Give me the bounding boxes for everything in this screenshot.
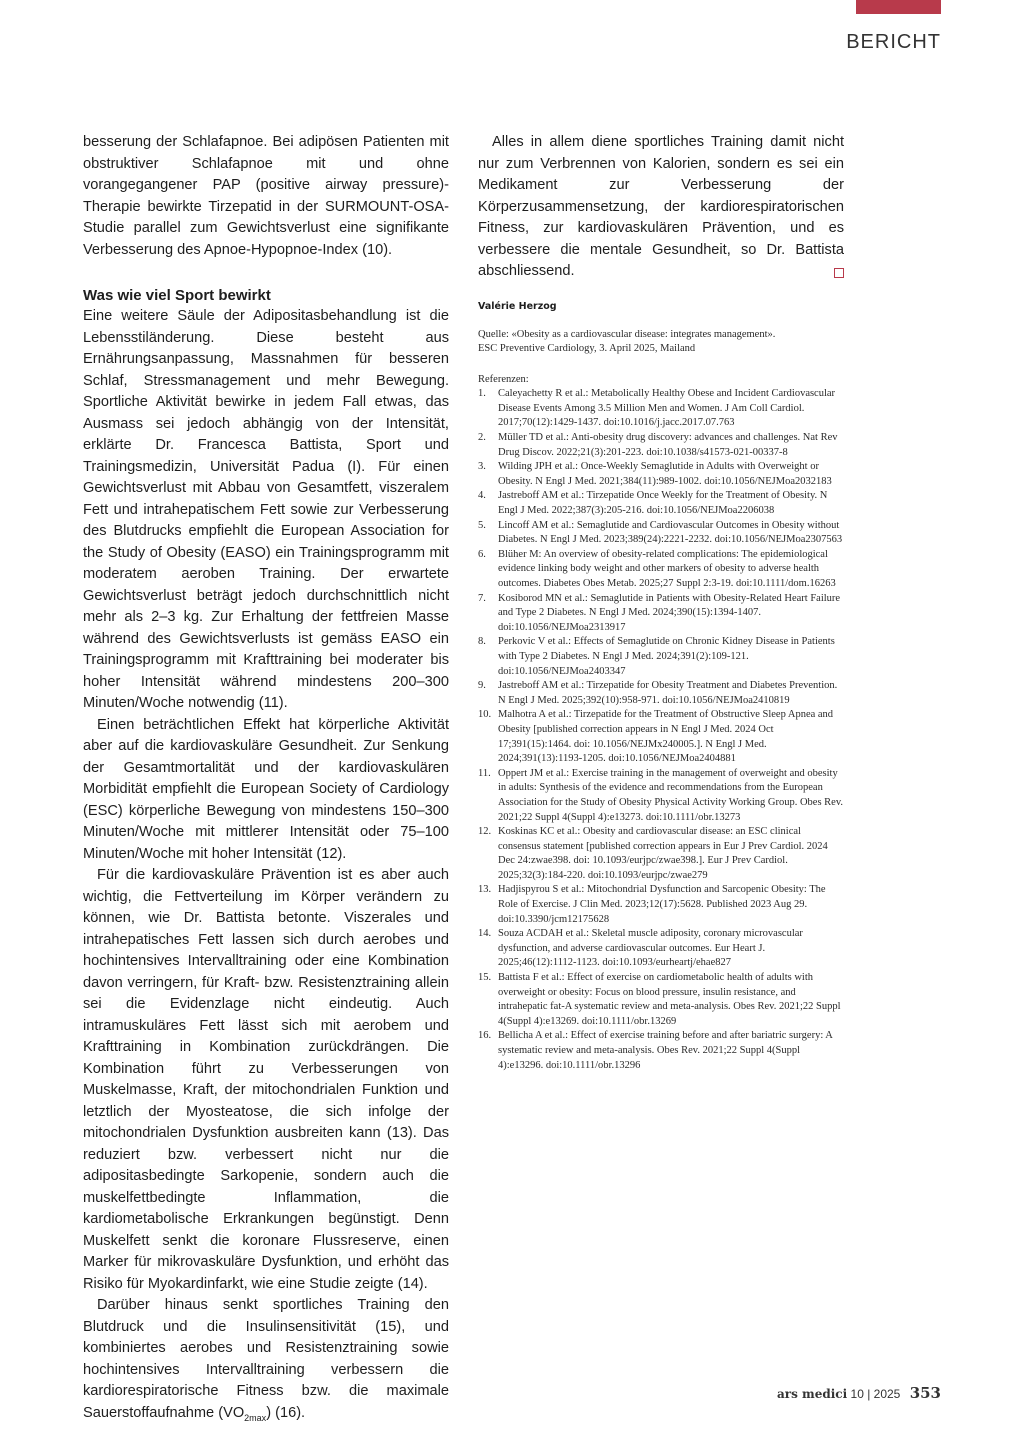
section-label: BERICHT bbox=[846, 31, 941, 53]
page-number: 353 bbox=[909, 1384, 941, 1402]
reference-item bbox=[478, 519, 844, 548]
source-block bbox=[478, 328, 844, 357]
reference-number: 15. bbox=[478, 972, 492, 984]
reference-number: 11. bbox=[478, 767, 491, 779]
reference-item bbox=[478, 489, 844, 518]
reference-number: 4. bbox=[478, 490, 486, 502]
reference-number: 14. bbox=[478, 928, 492, 940]
left-column bbox=[83, 132, 449, 1429]
paragraph-3: Einen beträchtlichen Effekt hat körperliche Aktivität aber auf die kardiovaskuläre Gesundheit. Zur Senkung der Gesamtmortalität und der kardiovaskulären Morbidität empfiehlt die European Society of Cardiology (ESC) körperliche Bewegung von mindestens 150–300 Minuten/Woche mit mittlerer Intensität oder 75–100 Minuten/Woche mit hoher Intensität (12). bbox=[83, 716, 449, 862]
paragraph-5-start: Darüber hinaus senkt sportliches Training den Blutdruck und die Insulinsensitivität (15), und kombiniertes aerobes und Resistenztraining sowie hochintensives Intervalltraining verbessern die kardiorespiratorische Fitness bzw. die maximale Sauerstoffaufnahme (VO bbox=[83, 1297, 449, 1421]
source-line-1: Quelle: «Obesity as a cardiovascular disease: integrates management». bbox=[478, 328, 776, 340]
vo2max-subscript: 2max bbox=[244, 1412, 267, 1423]
end-of-article-square-icon bbox=[834, 268, 844, 278]
reference-item bbox=[478, 767, 844, 825]
paragraph-5-end: ) (16). bbox=[266, 1404, 306, 1421]
reference-text: Battista F et al.: Effect of exercise on cardiometabolic health of adults with overweight or obesity: Focus on blood pressure, insulin resistance, and intrahepatic fat-A systematic review and meta-analysis. Obes Rev. 2021;22 Suppl 4(Suppl 4):e13269. doi:10.1111/obr.13269 bbox=[498, 972, 841, 1027]
reference-text: Jastreboff AM et al.: Tirzepatide for Obesity Treatment and Diabetes Prevention. N Engl J Med. 2025;392(10):958-971. doi:10.1056/NEJMoa2410819 bbox=[498, 680, 838, 706]
reference-number: 5. bbox=[478, 519, 486, 531]
reference-number: 10. bbox=[478, 709, 492, 721]
accent-bar bbox=[856, 0, 941, 14]
paragraph-4: Für die kardiovaskuläre Prävention ist es aber auch wichtig, die Fettverteilung im Körper verändern zu können, wie Dr. Battista betonte. Viszerales und intrahepatisches Fett lassen sich durch aerobes und hochintensives Intervalltraining oder eine Kombination davon verringern, für Kraft- bzw. Resistenztraining allein sei die Evidenzlage nicht eindeutig. Auch intramuskuläres Fett lässt sich mit aerobem und Krafttraining in Kombination zurückdrängen. Die Kombination führt zu Verbesserungen von Muskelmasse, Kraft, der mitochondrialen Funktion und letztlich der Myosteatose, die sich infolge der mitochondrialen Dysfunktion ausbreiten kann (13). Das reduziert bzw. verbessert nicht nur die adipositasbedingte Sarkopenie, sondern auch die muskelfettbedingte Inflammation, die kardiometabolische Erkrankungen begünstigt. Denn Muskelfett senkt die koronare Flussreserve, einen Marker für mikrovaskuläre Dysfunktion, und erhöht das Risiko für Myokardinfarkt, wie eine Studie zeigte (14). bbox=[83, 867, 449, 1292]
reference-item bbox=[478, 460, 844, 489]
reference-text: Kosiborod MN et al.: Semaglutide in Patients with Obesity-Related Heart Failure and Type 2 Diabetes. N Engl J Med. 2024;390(15):1394-1407. doi:10.1056/NEJMoa2313917 bbox=[498, 592, 841, 633]
reference-item bbox=[478, 825, 844, 883]
reference-item bbox=[478, 548, 844, 592]
reference-text: Perkovic V et al.: Effects of Semaglutide on Chronic Kidney Disease in Patients with Type 2 Diabetes. N Engl J Med. 2024;391(2):109-121. doi:10.1056/NEJMoa2403347 bbox=[498, 636, 835, 677]
reference-item bbox=[478, 592, 844, 636]
reference-text: Souza ACDAH et al.: Skeletal muscle adiposity, coronary microvascular dysfunction, and adverse cardiovascular outcomes. Eur Heart J. 2025;46(12):1112-1123. doi:10.1093/eurheartj/ehae827 bbox=[498, 928, 803, 969]
reference-text: Caleyachetty R et al.: Metabolically Healthy Obese and Incident Cardiovascular Disease Events Among 3.5 Million Men and Women. J Am Coll Cardiol. 2017;70(12):1429-1437. doi:10.1016/j.jacc.2017.07.763 bbox=[498, 388, 836, 429]
reference-item bbox=[478, 635, 844, 679]
reference-item bbox=[478, 927, 844, 971]
closing-paragraph bbox=[478, 132, 844, 283]
reference-number: 12. bbox=[478, 826, 492, 838]
references-list bbox=[478, 387, 844, 1073]
issue-number: 10 | 2025 bbox=[850, 1387, 901, 1401]
reference-text: Hadjispyrou S et al.: Mitochondrial Dysfunction and Sarcopenic Obesity: The Role of Exercise. J Clin Med. 2023;12(17):5628. Published 2023 Aug 29. doi:10.3390/jcm12175628 bbox=[498, 884, 826, 925]
paragraph-2: Eine weitere Säule der Adipositasbehandlung ist die Lebensstiländerung. Diese besteht aus Ernährungsanpassung, Massnahmen für besseren Schlaf, Stressmanagement und mehr Bewegung. Sportliche Aktivität bewirke in jedem Fall etwas, das Ausmass sei jedoch abhängig von der Intensität, erklärte Dr. Francesca Battista, Sport und Trainingsmedizin, Universität Padua (I). Für einen Gewichtsverlust mit Abbau von Gesamtfett, viszeralem Fett und intrahepatischem Fett sowie zur Verbesserung des Blutdrucks empfiehlt die European Association for the Study of Obesity (EASO) ein Trainingsprogramm mit moderatem aeroben Training. Der erwartete Gewichtsverlust beträgt jedoch durchschnittlich nicht mehr als 2–3 kg. Zur Erhaltung der fettfreien Masse während des Gewichtsverlusts ist gemäss EASO ein Trainingsprogramm mit Krafttraining bei moderater bis hoher Intensität während mindestens 200–300 Minuten/Woche notwendig (11). bbox=[83, 308, 449, 711]
right-column bbox=[478, 132, 844, 1073]
reference-text: Müller TD et al.: Anti-obesity drug discovery: advances and challenges. Nat Rev Drug Discov. 2022;21(3):201-223. doi:10.1038/s41573-021-00337-8 bbox=[498, 432, 838, 458]
reference-number: 3. bbox=[478, 461, 486, 473]
reference-number: 13. bbox=[478, 884, 492, 896]
reference-number: 9. bbox=[478, 680, 486, 692]
closing-paragraph-text: Alles in allem diene sportliches Training damit nicht nur zum Verbrennen von Kalorien, sondern es sei ein Medikament zur Verbesserung der Körperzusammensetzung, der kardiorespiratorischen Fitness, zur kardiovaskulären Prävention, und es verbessere die mentale Gesundheit, so Dr. Battista abschliessend. bbox=[478, 134, 844, 279]
reference-item bbox=[478, 679, 844, 708]
footer bbox=[777, 1384, 941, 1402]
paragraph-5 bbox=[83, 1295, 449, 1429]
section-heading: Was wie viel Sport bewirkt bbox=[83, 287, 271, 304]
reference-text: Lincoff AM et al.: Semaglutide and Cardiovascular Outcomes in Obesity without Diabetes. N Engl J Med. 2023;389(24):2221-2232. doi:10.1056/NEJMoa2307563 bbox=[498, 519, 843, 546]
reference-text: Wilding JPH et al.: Once-Weekly Semaglutide in Adults with Overweight or Obesity. N Engl J Med. 2021;384(11):989-1002. doi:10.1056/NEJMoa2032183 bbox=[498, 461, 832, 487]
paragraph-1: besserung der Schlafapnoe. Bei adipösen Patienten mit obstruktiver Schlafapnoe mit und ohne vorangegangener PAP (positive airway pressure)-Therapie bewirkte Tirzepatid in der SURMOUNT-OSA-Studie parallel zum Gewichtsverlust eine signifikante Verbesserung des Apnoe-Hypopnoe-Index (10). bbox=[83, 134, 449, 258]
reference-number: 8. bbox=[478, 636, 486, 648]
reference-item bbox=[478, 387, 844, 431]
reference-number: 16. bbox=[478, 1030, 492, 1042]
reference-item bbox=[478, 971, 844, 1029]
reference-text: Malhotra A et al.: Tirzepatide for the Treatment of Obstructive Sleep Apnea and Obesity [published correction appears in N Engl J Med. 2024 Oct 17;391(15):1464. doi: 10.1056/NEJMx240005.]. N Engl J Med. 2024;391(13):1193-1205. doi:10.1056/NEJMoa2404881 bbox=[498, 709, 834, 765]
reference-text: Oppert JM et al.: Exercise training in the management of overweight and obesity in adults: Synthesis of the evidence and recommendations from the European Association for the Study of Obesity Physical Activity Working Group. Obes Rev. 2021;22 Suppl 4(Suppl 4):e13273. doi:10.1111/obr.13273 bbox=[498, 767, 844, 823]
reference-number: 2. bbox=[478, 432, 486, 444]
reference-text: Blüher M: An overview of obesity-related complications: The epidemiological evidence linking body weight and other markers of obesity to adverse health outcomes. Diabetes Obes Metab. 2025;27 Suppl 2:3-19. doi:10.1111/dom.16263 bbox=[498, 548, 836, 589]
references-title: Referenzen: bbox=[478, 373, 529, 385]
author: Valérie Herzog bbox=[478, 300, 557, 312]
reference-text: Bellicha A et al.: Effect of exercise training before and after bariatric surgery: A systematic review and meta-analysis. Obes Rev. 2021;22 Suppl 4(Suppl 4):e13296. doi:10.1111/obr.13296 bbox=[498, 1030, 833, 1071]
reference-item bbox=[478, 883, 844, 927]
reference-item bbox=[478, 1029, 844, 1073]
journal-brand: ars medici bbox=[776, 1387, 848, 1401]
reference-text: Koskinas KC et al.: Obesity and cardiovascular disease: an ESC clinical consensus statement [published correction appears in Eur J Prev Cardiol. 2024 Dec 24:zwae398. doi: 10.1093/eurjpc/zwae398.]. Eur J Prev Cardiol. 2025;32(3):184-220. doi:10.1093/eurjpc/zwae279 bbox=[498, 826, 828, 881]
reference-text: Jastreboff AM et al.: Tirzepatide Once Weekly for the Treatment of Obesity. N Engl J Med. 2022;387(3):205-216. doi:10.1056/NEJMoa2206038 bbox=[498, 490, 828, 517]
reference-number: 6. bbox=[478, 548, 486, 560]
source-line-2: ESC Preventive Cardiology, 3. April 2025, Mailand bbox=[478, 343, 696, 355]
reference-item bbox=[478, 431, 844, 460]
reference-item bbox=[478, 708, 844, 766]
reference-number: 7. bbox=[478, 592, 486, 604]
reference-number: 1. bbox=[478, 388, 486, 400]
